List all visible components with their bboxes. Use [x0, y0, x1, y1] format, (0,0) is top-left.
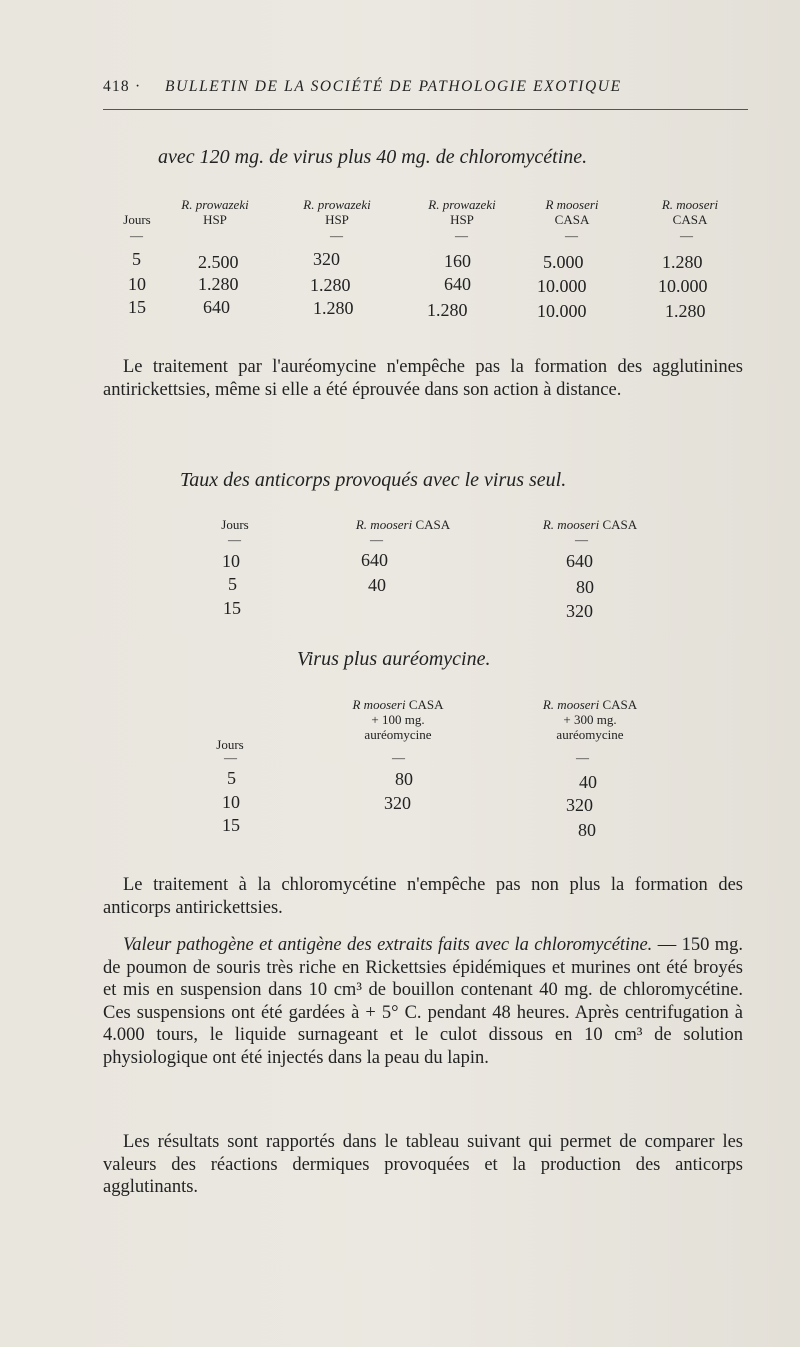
- table2-jours: 5: [228, 574, 237, 594]
- running-header: [103, 78, 743, 96]
- header-rule: [103, 109, 748, 110]
- table1-caption: avec 120 mg. de virus plus 40 mg. de chloromycétine.: [158, 146, 588, 168]
- table3-col1-header: R mooseri CASA + 100 mg. auréomycine: [352, 697, 444, 742]
- table1-cell: 5.000: [543, 252, 584, 272]
- table2-cell: 80: [576, 577, 594, 597]
- table3-caption: Virus plus auréomycine.: [297, 648, 491, 670]
- table3-cell: 320: [384, 793, 411, 813]
- table1-jours: 15: [128, 297, 146, 317]
- journal-title: BULLETIN DE LA SOCIÉTÉ DE PATHOLOGIE EXOTIQUE: [165, 78, 622, 95]
- table1-cell: 160: [444, 251, 471, 271]
- paragraph-valeur-pathogene: Valeur pathogène et antigène des extraits faits avec la chloromycétine. — 150 mg. de poumon de souris très riche en Rickettsies épidémiques et murines ont été broyés et mis en suspension dans 10 cm³ de bouillon contenant 40 mg. de chloromycétine. Ces suspensions ont été gardées à + 5° C. pendant 48 heures. Après centrifugation à 4.000 tours, le liquide surnageant et le culot dissous en 10 cm³ de solution physiologique ont été injectés dans la peau du lapin.: [103, 935, 744, 1068]
- table1-cell: 1.280: [313, 298, 354, 318]
- table3-cell: 40: [579, 772, 597, 792]
- table2-col1-header: R. mooseri CASA: [355, 517, 451, 532]
- table1-cell: 640: [203, 297, 230, 317]
- table1-cell: 10.000: [537, 301, 587, 321]
- table3-dash: —: [224, 750, 237, 765]
- table1-cell: 2.500: [198, 252, 239, 272]
- table1-jours-header: Jours: [123, 212, 151, 227]
- table2-caption: Taux des anticorps provoqués avec le virus seul.: [180, 469, 567, 491]
- table1-cell: 10.000: [658, 276, 708, 296]
- table3-jours: 10: [222, 792, 240, 812]
- table3-cell: 320: [566, 795, 593, 815]
- table1-cell: 320: [313, 249, 340, 269]
- table2-dash: —: [228, 532, 241, 547]
- table3-dash: —: [392, 750, 405, 765]
- table1-cell: 1.280: [662, 252, 703, 272]
- table1-col5-header: R. mooseri CASA: [661, 197, 719, 227]
- table2-cell: 40: [368, 575, 386, 595]
- table3-cell: 80: [395, 769, 413, 789]
- table1-jours: 5: [132, 249, 141, 269]
- paragraph-chloromycetine: Le traitement à la chloromycétine n'empêche pas non plus la formation des anticorps antirickettsies.: [103, 875, 743, 918]
- table1-jours: 10: [128, 274, 146, 294]
- paragraph-aureomycine: Le traitement par l'auréomycine n'empêche pas la formation des agglutinines antirickettsies, même si elle a été éprouvée dans son action à distance.: [103, 357, 743, 400]
- table1-dash: —: [330, 228, 343, 243]
- table1-cell: 1.280: [198, 274, 239, 294]
- table1-dash: —: [455, 228, 468, 243]
- paragraph-title: Valeur pathogène et antigène des extraits faits avec la chloromycétine.: [123, 935, 653, 955]
- table3-col2-header: R. mooseri CASA + 300 mg. auréomycine: [542, 697, 638, 742]
- table2-cell: 640: [361, 550, 388, 570]
- table2-dash: —: [575, 532, 588, 547]
- table3-cell: 80: [578, 820, 596, 840]
- table2-jours: 10: [222, 551, 240, 571]
- table1-col2-header: R. prowazeki HSP: [303, 197, 371, 227]
- table1-col3-header: R. prowazeki HSP: [428, 197, 496, 227]
- table1-dash: —: [680, 228, 693, 243]
- table1-cell: 1.280: [665, 301, 706, 321]
- table2-jours: 15: [223, 598, 241, 618]
- page-number: 418 ·: [103, 78, 142, 95]
- table1-cell: 640: [444, 274, 471, 294]
- table2-col2-header: R. mooseri CASA: [542, 517, 638, 532]
- table1-cell: 1.280: [427, 300, 468, 320]
- table1-col4-header: R mooseri CASA: [545, 197, 599, 227]
- table3-dash: —: [576, 750, 589, 765]
- table1-cell: 10.000: [537, 276, 587, 296]
- table2-jours-header: Jours: [221, 517, 249, 532]
- table3-jours: 15: [222, 815, 240, 835]
- table3-jours-header: Jours: [216, 737, 244, 752]
- table1-col1-header: R. prowazeki HSP: [181, 197, 249, 227]
- table2-dash: —: [370, 532, 383, 547]
- paragraph-resultats: Les résultats sont rapportés dans le tableau suivant qui permet de comparer les valeurs des réactions dermiques provoquées et la production des anticorps agglutinants.: [103, 1132, 743, 1197]
- table3-jours: 5: [227, 768, 236, 788]
- table2-cell: 320: [566, 601, 593, 621]
- table2-cell: 640: [566, 551, 593, 571]
- table1-dash: —: [565, 228, 578, 243]
- table1-dash: —: [130, 228, 143, 243]
- table1-cell: 1.280: [310, 275, 351, 295]
